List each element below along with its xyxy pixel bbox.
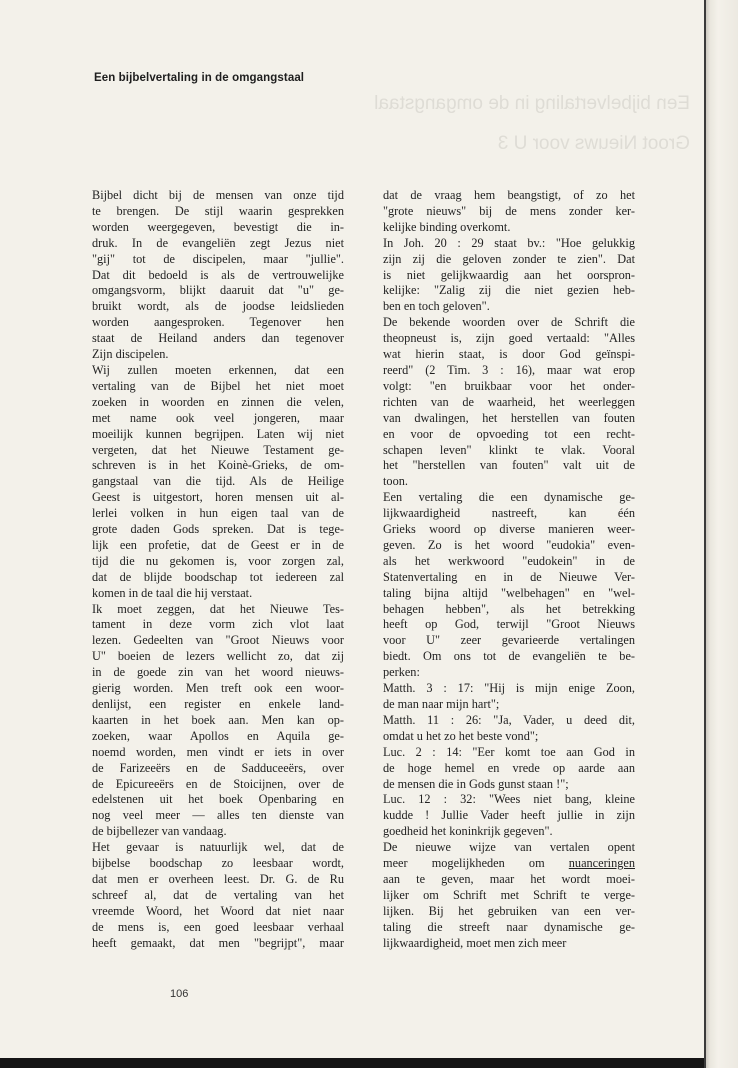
text-line: vergeten, dat het Nieuwe Testament ge- [92,442,344,457]
text-line: vreemde Woord, het Woord dat niet naar [92,903,344,918]
text-line: biedt. Om ons tot de evangeliën te be- [383,649,635,664]
text-line: de man naar mijn hart"; [383,697,500,711]
text-line: Bijbel dicht bij de mensen van onze tijd [92,188,344,202]
text-line: gierig worden. Men treft ook een woor- [92,681,344,696]
text-line: "grote nieuws" bij de mens zonder ker- [383,203,635,218]
text-line: met name ook veel jongeren, maar [92,410,344,425]
text-line: noemd worden, men vindt er iets in over [92,744,344,759]
text-line: denlijst, een register en enkele land- [92,697,344,711]
text-line: lijker om Schrift met Schrift te verge- [383,887,635,902]
text-line: theopneust is, zijn goed vertaald: "Alles [383,331,635,346]
text-line: komen in de taal die hij verstaat. [92,585,253,600]
text-line: lijken. Bij het gebruiken van een ver- [383,903,635,918]
text-line: moeilijk kunnen begrijpen. Laten wij niet [92,426,344,441]
text-line: dat de vraag hem beangstigt, of zo het [383,188,635,202]
text-line: kaarten in het boek aan. Men kan op- [92,712,344,727]
text-line: Dat dit bedoeld is als de vertrouwelijke [92,267,344,282]
text-line: wat hierin staat, is door God geïnspi- [383,347,635,362]
text-line: omgangsvorm, blijkt daaruit dat "u" ge- [92,283,344,298]
left-text-column [92,188,344,952]
text-line: gangstaal van die tijd. Als de Heilige [92,474,344,489]
text-line: lerlei volken in hun eigen taal van de [92,506,344,521]
text-line: richten van de waarheid, het weerleggen [383,394,635,409]
text-line: Matth. 3 : 17: "Hij is mijn enige Zoon, [383,681,635,696]
text-line: Matth. 11 : 26: "Ja, Vader, u deed dit, [383,712,635,727]
text-line: schapen leven" klinkt te vlak. Vooral [383,442,635,457]
text-line: worden aangesproken. Tegenover hen [92,315,344,330]
text-line: kudde ! Jullie Vader heeft jullie in zijn [383,808,635,823]
text-line: bijbelse boodschap zo leesbaar wordt, [92,856,344,871]
text-line: tijd die nu gekomen is, voor zorgen zal, [92,553,344,568]
text-line: schreven is in het Koinè-Grieks, de om- [92,458,344,473]
text-line: de mensen die in Gods gunst staan !"; [383,776,569,791]
text-line: ben en toch geloven". [383,299,490,314]
text-line: toon. [383,474,408,489]
page-gutter-edge [704,0,738,1068]
page-number: 106 [170,988,189,1000]
text-line: druk. In de evangeliën zegt Jezus niet [92,235,344,250]
text-line: Zijn discipelen. [92,347,169,362]
text-line: edelstenen uit het boek Openbaring en [92,792,344,807]
text-line: schreef al, dat de vertaling van het [92,887,344,902]
text-line: heeft gemaakt, dat men "begrijpt", maar [92,935,344,950]
text-line: Het gevaar is natuurlijk wel, dat de [92,840,344,855]
text-line: staat de Heiland anders dan tegenover [92,331,344,346]
text-line: van dwalingen, het herstellen van fouten [383,410,635,425]
text-line: dat men er overheen leest. Dr. G. de Ru [92,871,344,886]
text-line: "gij" tot de discipelen, maar "jullie". [92,251,344,266]
text-line: is niet gelijkwaardig aan het oorspron- [383,267,635,282]
text-line: volgt: "en bruikbaar voor het onder- [383,378,635,393]
text-line: behagen hebben", als het betrekking [383,601,635,616]
text-line: zijn zij die geloven zonder te zien". Dat [383,251,635,266]
text-line: De nieuwe wijze van vertalen opent [383,840,635,855]
text-line: als het werkwoord "eudokein" in de [383,553,635,568]
text-line: Luc. 12 : 32: "Wees niet bang, kleine [383,792,635,807]
text-line: Statenvertaling en in de Nieuwe Ver- [383,569,635,584]
text-line: kelijke binding overkomt. [383,219,511,234]
text-line: perken: [383,665,420,680]
text-line: worden weergegeven, bevestigt die in- [92,219,344,234]
text-line: geven. Zo is het woord "eudokia" even- [383,537,635,552]
bleed-through-line-1: Een bijbelvertaling in de omgangstaal [374,93,690,114]
text-line: heeft op God, terwijl "Groot Nieuws [383,617,635,632]
text-line: reerd" (2 Tim. 3 : 16), maar wat erop [383,362,635,377]
text-line: De bekende woorden over de Schrift die [383,315,635,330]
right-text-column [383,188,635,952]
text-line: Wij zullen moeten erkennen, dat een [92,362,344,377]
text-line: vertaling van de Bijbel het niet moet [92,378,344,393]
text-line: meer mogelijkheden om nuanceringen [383,856,635,871]
scan-border [0,1058,704,1068]
text-line: de hoge hemel en vrede op aarde aan [383,760,635,775]
text-line: Geest is uitgestort, horen mensen uit al- [92,490,344,505]
text-line: bruikt wordt, als de joodse leidslieden [92,299,344,314]
text-line: zoeken in woorden en zinnen die velen, [92,394,344,409]
text-line: In Joh. 20 : 29 staat bv.: "Hoe gelukkig [383,235,635,250]
text-line: en voor de opvoeding tot een recht- [383,426,635,441]
text-line: voor U" zeer gevarieerde vertalingen [383,633,635,648]
text-line: Een vertaling die een dynamische ge- [383,490,635,505]
text-line: lijk een profetie, dat de Geest er in de [92,537,344,552]
text-line: goedheid het koninkrijk gegeven". [383,824,553,839]
text-line: Luc. 2 : 14: "Eer komt toe aan God in [383,744,635,759]
text-line: de Farizeeërs en de Sadduceeërs, over [92,760,344,775]
text-line: Grieks woord op diverse manieren weer- [383,522,635,537]
text-line: lijkwaardigheid, moet men zich meer [383,935,567,950]
running-head: Een bijbelvertaling in de omgangstaal [94,72,305,84]
text-line: de bijbellezer van vandaag. [92,824,227,839]
text-line: zoeken, waar Apollos en Aquila ge- [92,728,344,743]
text-line: dat de blijde boodschap tot iedereen zal [92,569,344,584]
text-line: de mens is, een goed leesbaar verhaal [92,919,344,934]
text-line: nog veel meer — alles ten dienste van [92,808,344,823]
text-line: taling die streeft naar dynamische ge- [383,919,635,934]
text-line: het "herstellen van fouten" valt uit de [383,458,635,473]
text-line: kelijke: "Zalig zij die niet gezien heb- [383,283,635,298]
text-line: te brengen. De stijl waarin gesprekken [92,203,344,218]
text-line: Ik moet zeggen, dat het Nieuwe Tes- [92,601,344,616]
bleed-through-text [360,84,690,164]
text-line: omdat u het zo het beste vond"; [383,728,539,743]
text-line: tament in deze vorm zich vlot laat [92,617,344,632]
text-line: de Epicureeërs en de Stoicijnen, over de [92,776,344,791]
text-line: in de goede zin van het woord nieuws- [92,665,344,680]
text-line: aan te geven, maar het wordt moei- [383,871,635,886]
text-line: grote daden Gods spreken. Dat is tege- [92,522,344,537]
text-line: lijkwaardigheid nastreeft, kan één [383,506,635,521]
text-line: U" boeien de lezers wellicht zo, dat zij [92,649,344,664]
text-line: taling bijna altijd "welbehagen" en "wel- [383,585,635,600]
text-line: lezen. Gedeelten van "Groot Nieuws voor [92,633,344,648]
bleed-through-line-2: Groot Nieuws voor U 3 [497,133,690,154]
